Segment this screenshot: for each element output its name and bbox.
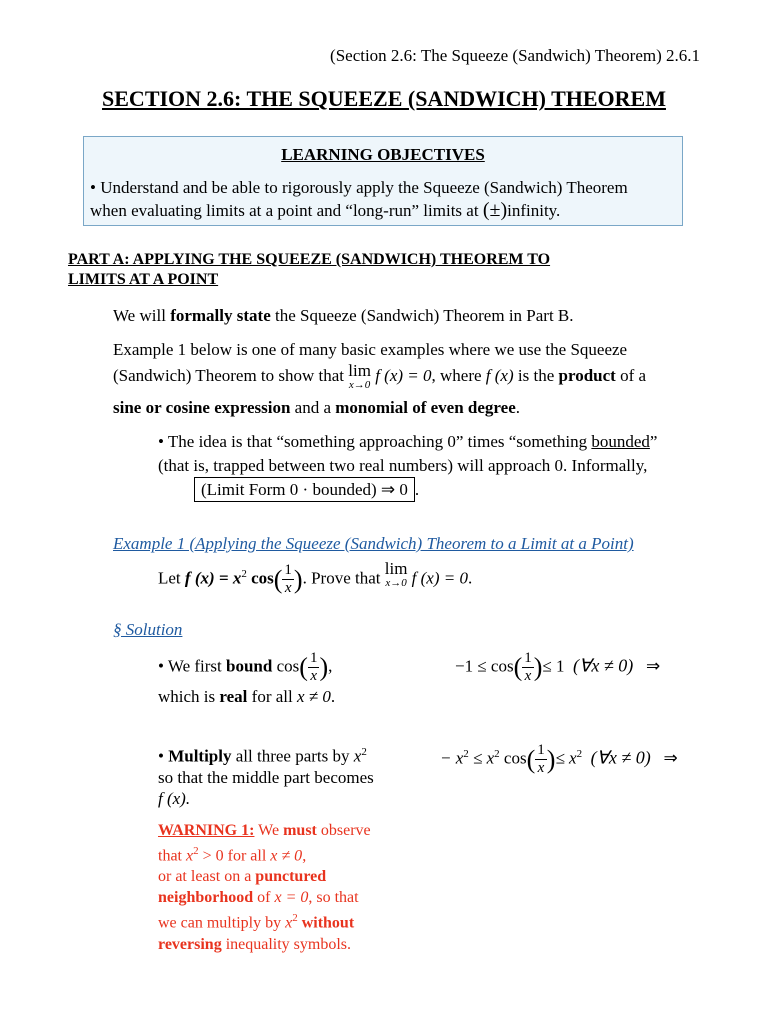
step-1-text: • We first bound cos( $\frac{1}{x}$ ), which is real for all x ≠ 0. [158, 650, 336, 706]
paragraph-formal-statement: We will formally state the Squeeze (Sandwich) Theorem in Part B. [113, 306, 574, 325]
learning-objectives-box [83, 136, 683, 226]
part-a-heading: PART A: APPLYING THE SQUEEZE (SANDWICH) THEOREM TO LIMITS AT A POINT [68, 251, 551, 288]
limit-form-box: (Limit Form 0 · bounded) ⇒ 0 . [194, 480, 419, 500]
page-header: (Section 2.6: The Squeeze (Sandwich) Theorem) 2.6.1 [330, 46, 700, 65]
example-1-heading: Example 1 (Applying the Squeeze (Sandwich) Theorem to a Limit at a Point) [113, 534, 634, 553]
paragraph-example-intro: Example 1 below is one of many basic examples where we use the Squeeze (Sandwich) Theorem to show that lim x→0 f (x) = 0, where f (x) is the product of a sine or cosine expression and a monomial of even degree. [113, 340, 647, 417]
step-2-text: • Multiply all three parts by $x^2$ so that the middle part becomes f (x). [158, 746, 374, 808]
solution-heading: § Solution [113, 620, 183, 639]
fraction-1-over-x: $\frac{1}{x}$ [284, 562, 292, 597]
warning-1: WARNING 1: We must observe that $x^2 > 0$ for all x ≠ 0, or at least on a punctured neighborhood of x = 0, so that we can multiply by $x^2$ without reversing inequality symbols. [158, 822, 371, 953]
page-title: SECTION 2.6: THE SQUEEZE (SANDWICH) THEOREM [102, 86, 666, 111]
objectives-line-2: when evaluating limits at a point and “long-run” limits at (±)infinity. [90, 199, 561, 221]
limit-expression: lim x→0 [348, 361, 371, 391]
paragraph-idea: • The idea is that “something approaching 0” times “something bounded” (that is, trapped between two real numbers) will approach 0. Informally, [158, 432, 658, 475]
objectives-line-1: • Understand and be able to rigorously apply the Squeeze (Sandwich) Theorem [90, 178, 628, 197]
step-2-inequality: − $x^2 \le x^2$ cos( $\frac{1}{x}$ )≤ $x^2$ (∀x ≠ 0) ⇒ [440, 742, 678, 777]
objectives-heading: LEARNING OBJECTIVES [281, 145, 485, 164]
example-1-statement: Let f $(x) = x^2$ cos( $\frac{1}{x}$ ). Prove that lim x→0 f (x) = 0. [158, 559, 473, 597]
step-1-inequality: −1 ≤ cos( $\frac{1}{x}$ )≤ 1 (∀x ≠ 0) ⇒ [455, 650, 661, 684]
